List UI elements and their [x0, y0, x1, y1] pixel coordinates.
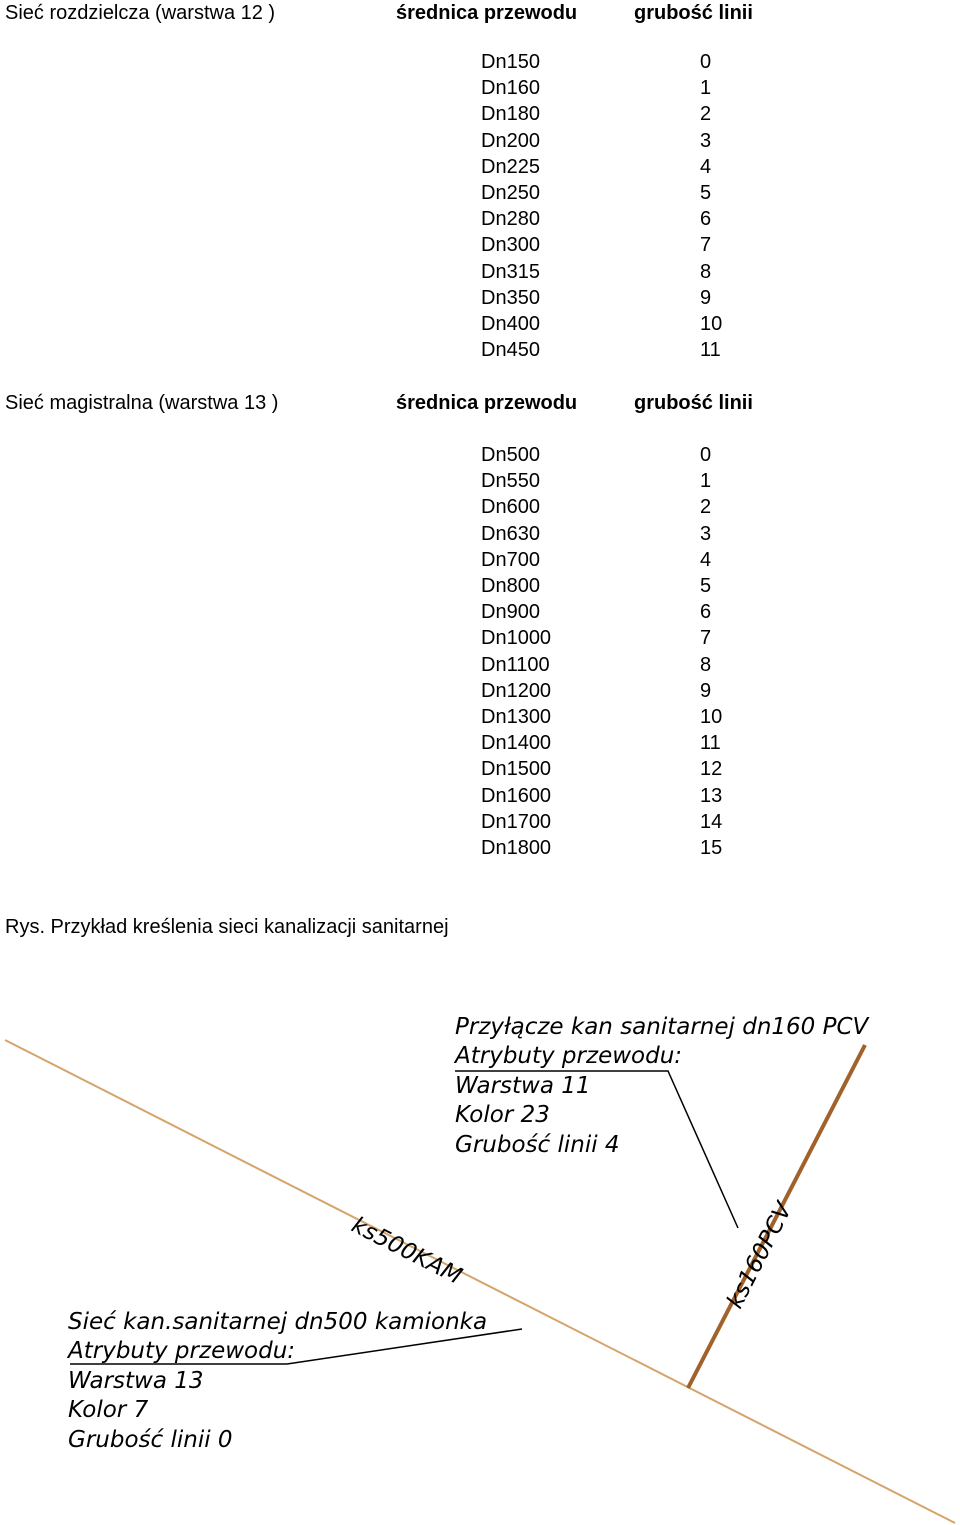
diameter-cell: Dn225 [481, 155, 540, 178]
line-thickness-cell: 5 [700, 182, 712, 204]
line-thickness-cell: 0 [700, 51, 712, 73]
diameter-cell: Dn1000 [481, 627, 552, 650]
main-note-line-4: Kolor 7 [68, 1397, 149, 1423]
diameter-cell: Dn1800 [481, 837, 552, 859]
main-note-line-5: Grubość linii 0 [68, 1427, 233, 1453]
connection-note-line-2: Atrybuty przewodu: [455, 1043, 683, 1069]
diameter-cell: Dn300 [481, 234, 540, 257]
section2-table-row [0, 625, 960, 651]
line-thickness-cell: 9 [700, 286, 712, 309]
section2-table-row [0, 547, 960, 573]
line-thickness-cell: 10 [700, 313, 723, 335]
main-note-line-3: Warstwa 13 [68, 1368, 204, 1394]
section2-table-row [0, 494, 960, 520]
section2-table-row [0, 704, 960, 730]
section1-table-row [0, 180, 960, 206]
section1-table-row [0, 232, 960, 258]
section2-col-thickness: grubość linii [634, 392, 753, 414]
diameter-cell: Dn350 [481, 286, 540, 309]
diameter-cell: Dn800 [481, 575, 540, 597]
line-thickness-cell: 9 [700, 679, 712, 702]
section2-header [0, 390, 960, 416]
connection-note-line-4: Kolor 23 [455, 1102, 550, 1128]
connection-pipe-label: ks160PCV [722, 1198, 798, 1313]
main-note-line-2: Atrybuty przewodu: [68, 1338, 296, 1364]
line-thickness-cell: 11 [700, 732, 721, 755]
line-thickness-cell: 0 [700, 444, 712, 466]
diameter-cell: Dn1400 [481, 732, 552, 755]
main-note-line-1: Sieć kan.sanitarnej dn500 kamionka [68, 1309, 488, 1335]
line-thickness-cell: 4 [700, 548, 712, 571]
diameter-cell: Dn180 [481, 103, 540, 126]
line-thickness-cell: 2 [700, 103, 712, 126]
diameter-cell: Dn550 [481, 470, 540, 493]
diameter-cell: Dn280 [481, 208, 540, 231]
diameter-cell: Dn250 [481, 182, 540, 204]
line-thickness-cell: 7 [700, 234, 712, 257]
diameter-cell: Dn600 [481, 496, 540, 519]
connection-note-line-5: Grubość linii 4 [455, 1132, 620, 1158]
diameter-cell: Dn450 [481, 339, 540, 362]
line-thickness-cell: 2 [700, 496, 712, 519]
section2-table-row [0, 809, 960, 835]
section1-table-row [0, 49, 960, 75]
section1-table-row [0, 128, 960, 154]
line-thickness-cell: 1 [700, 470, 712, 493]
section2-table-row [0, 652, 960, 678]
main-pipe-label: ks500KAM [347, 1212, 466, 1290]
section2-table-row [0, 599, 960, 625]
line-thickness-cell: 3 [700, 129, 712, 152]
diameter-cell: Dn700 [481, 548, 540, 571]
line-thickness-cell: 15 [700, 837, 723, 859]
line-thickness-cell: 6 [700, 601, 712, 624]
section1-table-row [0, 206, 960, 232]
diameter-cell: Dn900 [481, 601, 540, 624]
line-thickness-cell: 8 [700, 653, 712, 676]
diameter-cell: Dn1700 [481, 810, 552, 833]
section2-table-row [0, 573, 960, 599]
line-thickness-cell: 5 [700, 575, 712, 597]
section1-title: Sieć rozdzielcza (warstwa 12 ) [5, 2, 276, 24]
section1-table-row [0, 101, 960, 127]
line-thickness-cell: 14 [700, 810, 723, 833]
line-thickness-cell: 4 [700, 155, 712, 178]
line-thickness-cell: 3 [700, 522, 712, 545]
diameter-cell: Dn1600 [481, 784, 552, 807]
diameter-cell: Dn200 [481, 129, 540, 152]
diameter-cell: Dn1200 [481, 679, 552, 702]
diameter-cell: Dn160 [481, 77, 540, 100]
diameter-cell: Dn1500 [481, 758, 552, 781]
connection-note-line-3: Warstwa 11 [455, 1073, 591, 1099]
diameter-cell: Dn1100 [481, 653, 550, 676]
diameter-cell: Dn630 [481, 522, 540, 545]
line-thickness-cell: 10 [700, 706, 723, 728]
line-thickness-cell: 11 [700, 339, 721, 362]
section2-table-row [0, 730, 960, 756]
line-thickness-cell: 8 [700, 260, 712, 283]
section1-col-diameter: średnica przewodu [396, 2, 578, 24]
line-thickness-cell: 13 [700, 784, 723, 807]
section1-table-row [0, 311, 960, 337]
section2-table-row [0, 468, 960, 494]
section2-col-diameter: średnica przewodu [396, 392, 578, 414]
line-thickness-cell: 6 [700, 208, 712, 231]
diameter-cell: Dn1300 [481, 706, 552, 728]
section1-table-row [0, 154, 960, 180]
connection-note-line-1: Przyłącze kan sanitarnej dn160 PCV [455, 1014, 869, 1040]
diameter-cell: Dn500 [481, 444, 540, 466]
section2-table-row [0, 678, 960, 704]
section1-table-row [0, 337, 960, 363]
section1-col-thickness: grubość linii [634, 2, 753, 24]
section2-table-row [0, 521, 960, 547]
section1-header [0, 0, 960, 26]
figure-caption: Rys. Przykład kreślenia sieci kanalizacji sanitarnej [5, 916, 449, 938]
section2-table-row [0, 835, 960, 861]
sewer-drawing [0, 960, 960, 1525]
line-thickness-cell: 12 [700, 758, 723, 781]
section2-table-row [0, 442, 960, 468]
section1-table-row [0, 285, 960, 311]
diameter-cell: Dn315 [481, 260, 540, 283]
line-thickness-cell: 7 [700, 627, 712, 650]
section2-table-row [0, 783, 960, 809]
diameter-cell: Dn400 [481, 313, 540, 335]
section1-table-row [0, 259, 960, 285]
diameter-cell: Dn150 [481, 51, 540, 73]
section2-table-row [0, 756, 960, 782]
section1-table-row [0, 75, 960, 101]
section2-title: Sieć magistralna (warstwa 13 ) [5, 392, 279, 414]
line-thickness-cell: 1 [700, 77, 712, 100]
